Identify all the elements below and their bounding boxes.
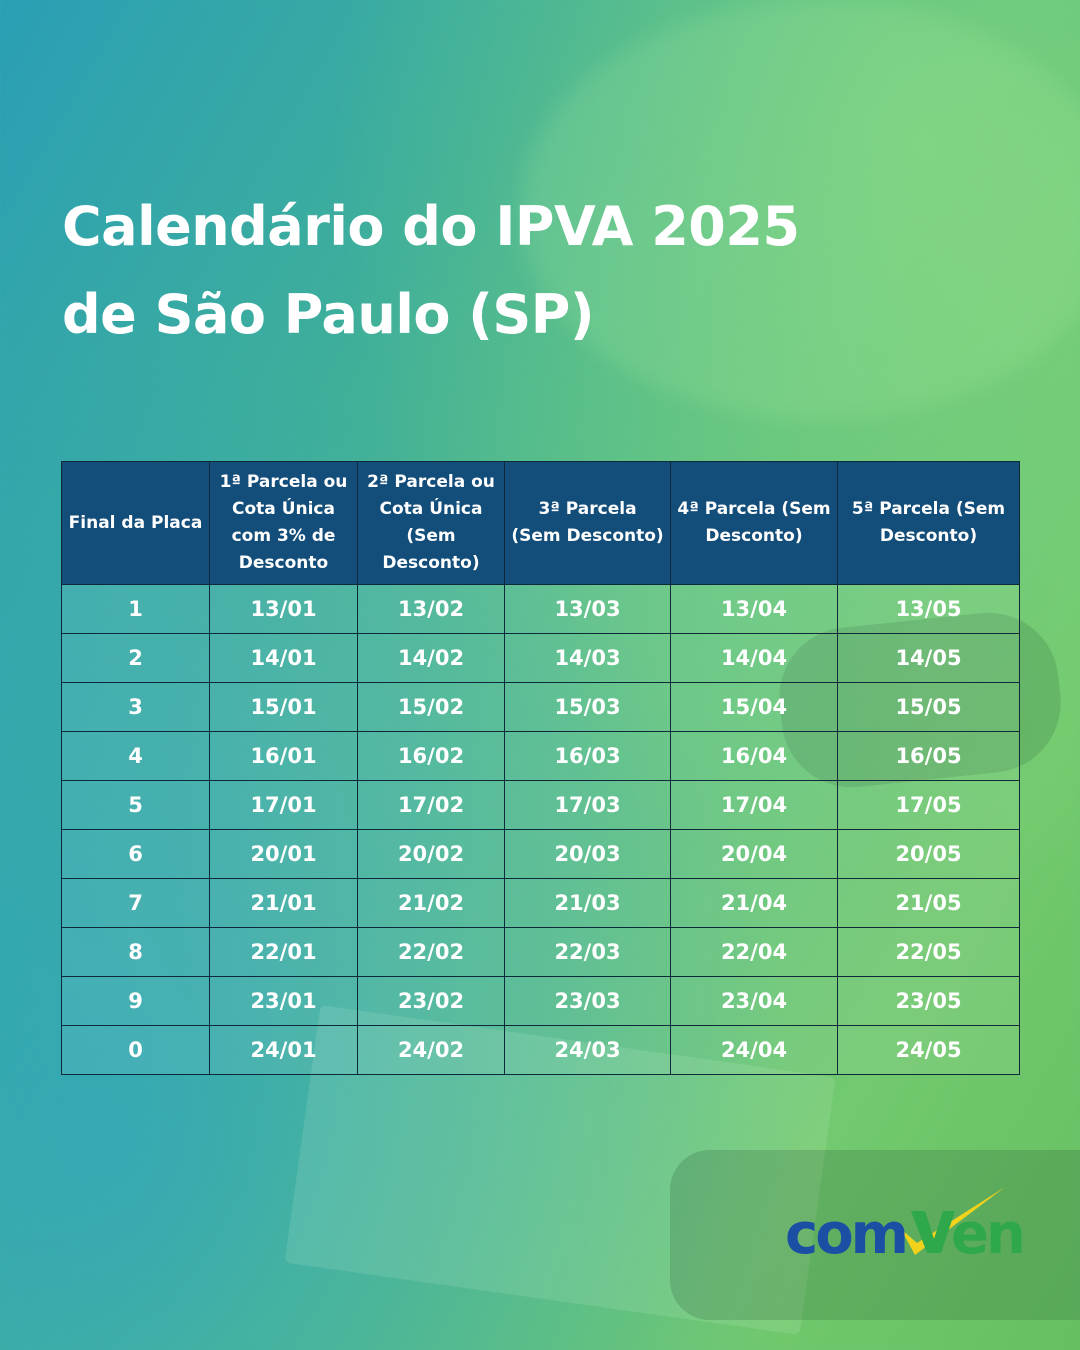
comven-logo xyxy=(783,1185,1048,1265)
due-date-cell: 17/01 xyxy=(210,781,358,830)
due-date-cell: 16/02 xyxy=(358,732,505,781)
header-parcela-4: 4ª Parcela (Sem Desconto) xyxy=(671,462,838,585)
due-date-cell: 13/03 xyxy=(505,585,671,634)
title-line-1: Calendário do IPVA 2025 xyxy=(62,195,800,258)
due-date-cell: 13/04 xyxy=(671,585,838,634)
due-date-cell: 17/03 xyxy=(505,781,671,830)
due-date-cell: 15/01 xyxy=(210,683,358,732)
header-parcela-3: 3ª Parcela (Sem Desconto) xyxy=(505,462,671,585)
title-line-2: de São Paulo (SP) xyxy=(62,283,595,346)
header-final-da-placa: Final da Placa xyxy=(62,462,210,585)
due-date-cell: 23/03 xyxy=(505,977,671,1026)
due-date-cell: 24/02 xyxy=(358,1026,505,1075)
plate-final-cell: 7 xyxy=(62,879,210,928)
table-row xyxy=(62,634,1020,683)
due-date-cell: 21/01 xyxy=(210,879,358,928)
due-date-cell: 23/01 xyxy=(210,977,358,1026)
table-row xyxy=(62,928,1020,977)
due-date-cell: 14/01 xyxy=(210,634,358,683)
due-date-cell: 20/05 xyxy=(838,830,1020,879)
due-date-cell: 21/03 xyxy=(505,879,671,928)
due-date-cell: 15/05 xyxy=(838,683,1020,732)
table-row xyxy=(62,879,1020,928)
table-row xyxy=(62,732,1020,781)
due-date-cell: 14/02 xyxy=(358,634,505,683)
plate-final-cell: 0 xyxy=(62,1026,210,1075)
plate-final-cell: 5 xyxy=(62,781,210,830)
due-date-cell: 16/01 xyxy=(210,732,358,781)
due-date-cell: 14/03 xyxy=(505,634,671,683)
due-date-cell: 22/01 xyxy=(210,928,358,977)
due-date-cell: 17/04 xyxy=(671,781,838,830)
due-date-cell: 16/04 xyxy=(671,732,838,781)
due-date-cell: 23/04 xyxy=(671,977,838,1026)
header-parcela-1: 1ª Parcela ou Cota Única com 3% de Desconto xyxy=(210,462,358,585)
logo-en: en xyxy=(951,1202,1023,1265)
due-date-cell: 21/04 xyxy=(671,879,838,928)
due-date-cell: 15/03 xyxy=(505,683,671,732)
due-date-cell: 17/05 xyxy=(838,781,1020,830)
plate-final-cell: 9 xyxy=(62,977,210,1026)
due-date-cell: 13/01 xyxy=(210,585,358,634)
table-row xyxy=(62,977,1020,1026)
due-date-cell: 13/05 xyxy=(838,585,1020,634)
due-date-cell: 20/04 xyxy=(671,830,838,879)
due-date-cell: 24/03 xyxy=(505,1026,671,1075)
due-date-cell: 20/01 xyxy=(210,830,358,879)
due-date-cell: 16/03 xyxy=(505,732,671,781)
table-row xyxy=(62,1026,1020,1075)
header-parcela-5: 5ª Parcela (Sem Desconto) xyxy=(838,462,1020,585)
due-date-cell: 23/02 xyxy=(358,977,505,1026)
due-date-cell: 20/03 xyxy=(505,830,671,879)
due-date-cell: 24/04 xyxy=(671,1026,838,1075)
due-date-cell: 13/02 xyxy=(358,585,505,634)
due-date-cell: 24/05 xyxy=(838,1026,1020,1075)
plate-final-cell: 2 xyxy=(62,634,210,683)
due-date-cell: 17/02 xyxy=(358,781,505,830)
due-date-cell: 22/04 xyxy=(671,928,838,977)
plate-final-cell: 1 xyxy=(62,585,210,634)
table-row xyxy=(62,781,1020,830)
due-date-cell: 22/02 xyxy=(358,928,505,977)
plate-final-cell: 6 xyxy=(62,830,210,879)
due-date-cell: 15/02 xyxy=(358,683,505,732)
due-date-cell: 23/05 xyxy=(838,977,1020,1026)
due-date-cell: 14/05 xyxy=(838,634,1020,683)
header-parcela-2: 2ª Parcela ou Cota Única (Sem Desconto) xyxy=(358,462,505,585)
due-date-cell: 21/05 xyxy=(838,879,1020,928)
ipva-calendar-table xyxy=(61,461,1020,1075)
due-date-cell: 22/03 xyxy=(505,928,671,977)
due-date-cell: 20/02 xyxy=(358,830,505,879)
page-title xyxy=(62,183,800,359)
due-date-cell: 15/04 xyxy=(671,683,838,732)
table-header-row xyxy=(62,462,1020,585)
table-row xyxy=(62,830,1020,879)
plate-final-cell: 8 xyxy=(62,928,210,977)
logo-com: com xyxy=(785,1202,907,1265)
table-row xyxy=(62,585,1020,634)
due-date-cell: 14/04 xyxy=(671,634,838,683)
due-date-cell: 22/05 xyxy=(838,928,1020,977)
plate-final-cell: 4 xyxy=(62,732,210,781)
due-date-cell: 24/01 xyxy=(210,1026,358,1075)
plate-final-cell: 3 xyxy=(62,683,210,732)
due-date-cell: 16/05 xyxy=(838,732,1020,781)
table-row xyxy=(62,683,1020,732)
due-date-cell: 21/02 xyxy=(358,879,505,928)
